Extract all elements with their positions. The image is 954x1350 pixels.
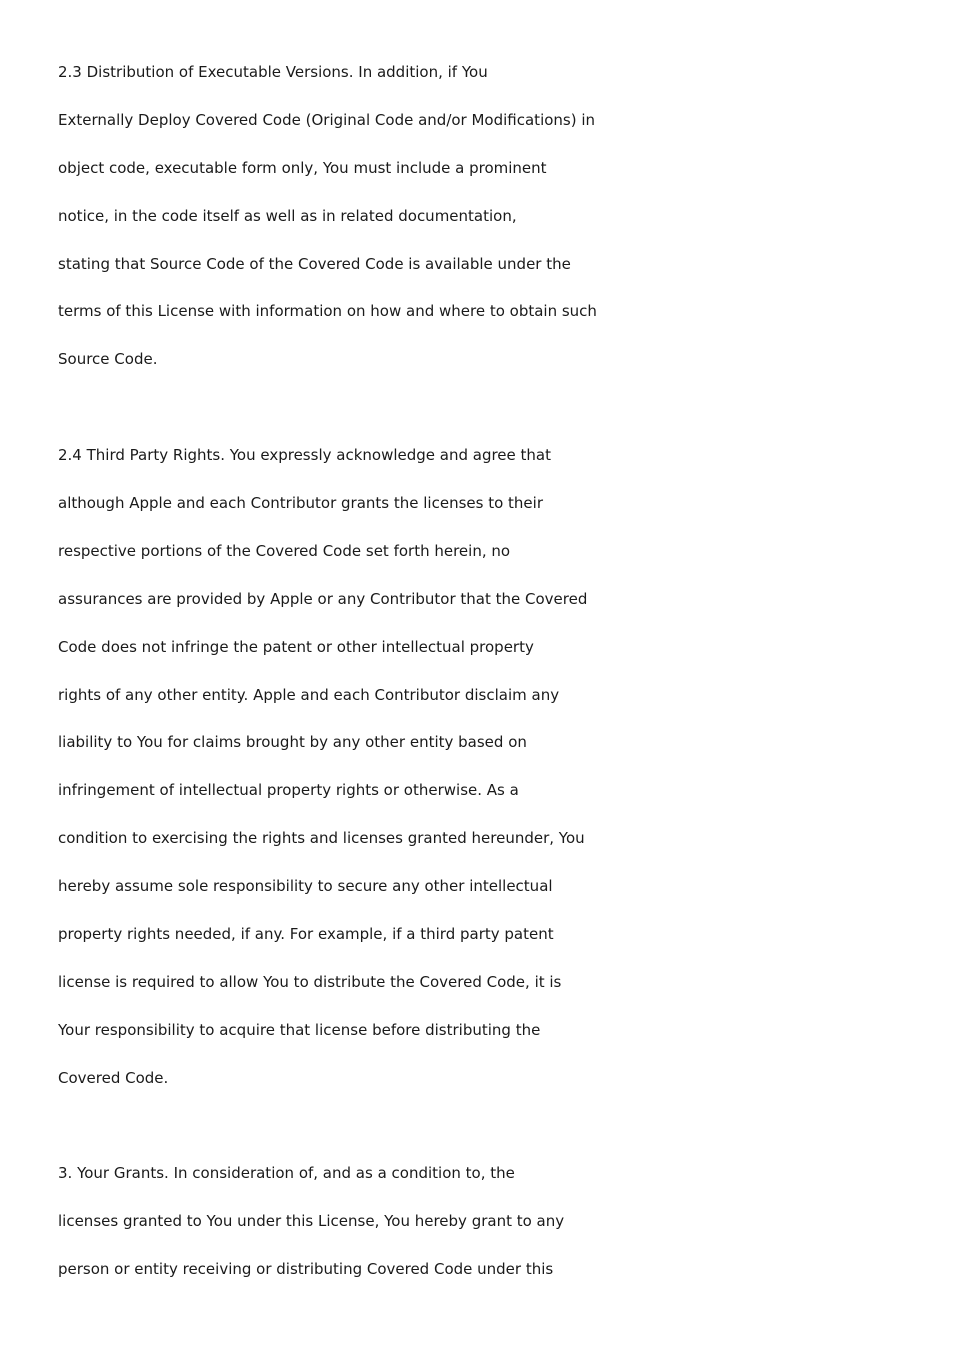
text-line: respective portions of the Covered Code set forth herein, no (58, 541, 511, 560)
text-line: licenses granted to You under this License, You hereby grant to any (58, 1212, 565, 1231)
text-line: Externally Deploy Covered Code (Original Code and/or Modifications) in (58, 110, 596, 129)
paragraph-3 (58, 1159, 918, 1303)
text-line: rights of any other entity. Apple and each Contributor disclaim any (58, 685, 560, 704)
text-line: property rights needed, if any. For example, if a third party patent (58, 925, 554, 944)
text-line: Your responsibility to acquire that license before distributing the (58, 1020, 541, 1039)
text-line: 2.3 Distribution of Executable Versions. In addition, if You (58, 63, 488, 81)
text-line: hereby assume sole responsibility to secure any other intellectual (58, 877, 553, 896)
paragraph-2-4 (58, 441, 918, 1111)
text-line: liability to You for claims brought by any other entity based on (58, 733, 527, 752)
text-line: terms of this License with information on how and where to obtain such (58, 302, 597, 321)
text-line: 3. Your Grants. In consideration of, and as a condition to, the (58, 1164, 515, 1183)
text-line: although Apple and each Contributor grants the licenses to their (58, 494, 543, 513)
text-line: notice, in the code itself as well as in related documentation, (58, 206, 517, 225)
text-line: person or entity receiving or distributing Covered Code under this (58, 1260, 554, 1279)
text-line: Covered Code. (58, 1068, 169, 1087)
text-line: Code does not infringe the patent or other intellectual property (58, 637, 534, 656)
text-line: assurances are provided by Apple or any Contributor that the Covered (58, 589, 588, 608)
text-line: license is required to allow You to distribute the Covered Code, it is (58, 972, 562, 991)
paragraph-spacer (58, 393, 918, 441)
document-page (58, 58, 918, 1303)
text-line: condition to exercising the rights and licenses granted hereunder, You (58, 829, 585, 848)
text-line: object code, executable form only, You must include a prominent (58, 158, 547, 177)
paragraph-spacer (58, 1112, 918, 1160)
text-line: stating that Source Code of the Covered Code is available under the (58, 254, 571, 273)
text-line: Source Code. (58, 350, 158, 369)
text-line: infringement of intellectual property rights or otherwise. As a (58, 781, 519, 800)
text-line: 2.4 Third Party Rights. You expressly acknowledge and agree that (58, 446, 551, 465)
paragraph-2-3 (58, 58, 918, 393)
